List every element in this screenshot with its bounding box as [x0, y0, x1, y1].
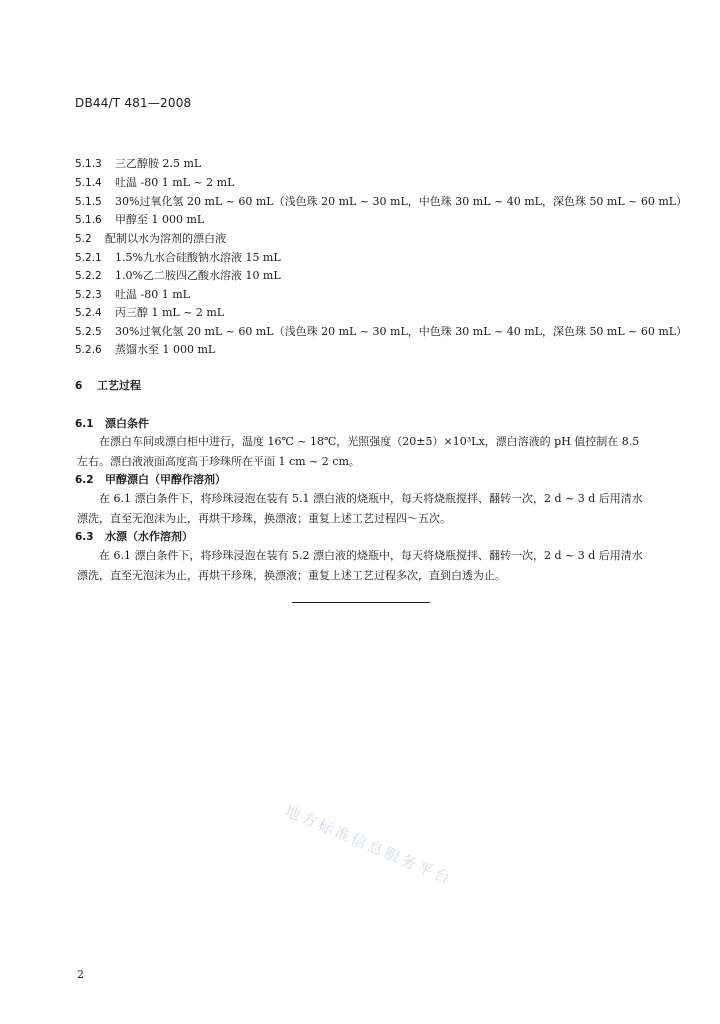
- item-text: 30%过氧化氢 20 mL ~ 60 mL（浅色珠 20 mL ~ 30 mL，中色珠 30 mL ~ 40 mL，深色珠 50 mL ~ 60 mL）: [115, 195, 688, 208]
- item-text: 1.5%九水合硅酸钠水溶液 15 mL: [115, 251, 281, 264]
- subsection-heading: [75, 473, 226, 487]
- list-item: [75, 288, 190, 302]
- watermark: 地方标准信息服务平台: [282, 801, 455, 889]
- list-item: [75, 269, 281, 283]
- item-number: 5.1.3: [75, 158, 102, 170]
- subsection-title: 配制以水为溶剂的漂白液: [105, 232, 226, 245]
- subsection-number: 6.3: [75, 531, 94, 543]
- list-item: [75, 325, 687, 339]
- list-item: [75, 157, 201, 171]
- item-number: 5.2.1: [75, 252, 102, 264]
- item-text: 三乙醇胺 2.5 mL: [115, 157, 202, 170]
- list-item: [75, 251, 281, 265]
- item-number: 5.2.6: [75, 344, 102, 356]
- item-text: 蒸馏水至 1 000 mL: [115, 343, 216, 356]
- item-text: 吐温 -80 1 mL ~ 2 mL: [115, 176, 235, 189]
- section-heading: [75, 379, 141, 393]
- subsection-number: 6.2: [75, 474, 94, 486]
- item-number: 5.2.5: [75, 326, 102, 338]
- subsection-title: 水漂（水作溶剂）: [105, 530, 193, 543]
- paragraph: 在 6.1 漂白条件下，将珍珠浸泡在装有 5.1 漂白液的烧瓶中，每天将烧瓶搅拌、翻转一次，2 d ~ 3 d 后用清水漂洗，直至无泡沫为止，再烘干珍珠，换漂液；重复上述工艺过程四～五次。: [77, 492, 643, 525]
- document-code: DB44/T 481—2008: [75, 96, 192, 110]
- item-text: 1.0%乙二胺四乙酸水溶液 10 mL: [115, 269, 281, 282]
- list-item: [75, 343, 215, 357]
- item-number: 5.1.5: [75, 196, 102, 208]
- item-text: 丙三醇 1 mL ~ 2 mL: [115, 306, 225, 319]
- item-number: 5.1.6: [75, 214, 102, 226]
- section-number: 6: [75, 380, 83, 392]
- paragraph: 在 6.1 漂白条件下，将珍珠浸泡在装有 5.2 漂白液的烧瓶中，每天将烧瓶搅拌、翻转一次，2 d ~ 3 d 后用清水漂洗，直至无泡沫为止，再烘干珍珠，换漂液；重复上述工艺过程多次，直到白透为止。: [77, 549, 643, 582]
- item-number: 5.2.2: [75, 270, 102, 282]
- page-number: 2: [77, 968, 84, 981]
- subsection-number: 5.2: [75, 233, 92, 245]
- subsection-heading: [75, 530, 193, 544]
- subsection-heading: [75, 417, 149, 431]
- item-text: 甲醇至 1 000 mL: [115, 213, 205, 226]
- list-item: [75, 306, 224, 320]
- item-number: 5.2.4: [75, 307, 102, 319]
- subsection-number: 6.1: [75, 418, 94, 430]
- section-title: 工艺过程: [97, 379, 141, 392]
- subsection-title: 甲醇漂白（甲醇作溶剂）: [105, 473, 226, 486]
- item-text: 吐温 -80 1 mL: [115, 288, 190, 301]
- paragraph: 在漂白车间或漂白柜中进行，温度 16℃ ~ 18℃，光照强度（20±5）×10³Lx，漂白溶液的 pH 值控制在 8.5 左右。漂白液液面高度高于珍珠所在平面 1 cm ~ 2 cm。: [77, 435, 640, 468]
- item-text: 30%过氧化氢 20 mL ~ 60 mL（浅色珠 20 mL ~ 30 mL，中色珠 30 mL ~ 40 mL，深色珠 50 mL ~ 60 mL）: [115, 325, 688, 338]
- item-number: 5.1.4: [75, 177, 102, 189]
- list-item: [75, 213, 204, 227]
- subsection-title: 漂白条件: [105, 417, 149, 430]
- list-item: [75, 176, 234, 190]
- end-divider: [292, 602, 430, 603]
- item-number: 5.2.3: [75, 289, 102, 301]
- list-item: [75, 195, 687, 209]
- subsection-heading: [75, 232, 226, 246]
